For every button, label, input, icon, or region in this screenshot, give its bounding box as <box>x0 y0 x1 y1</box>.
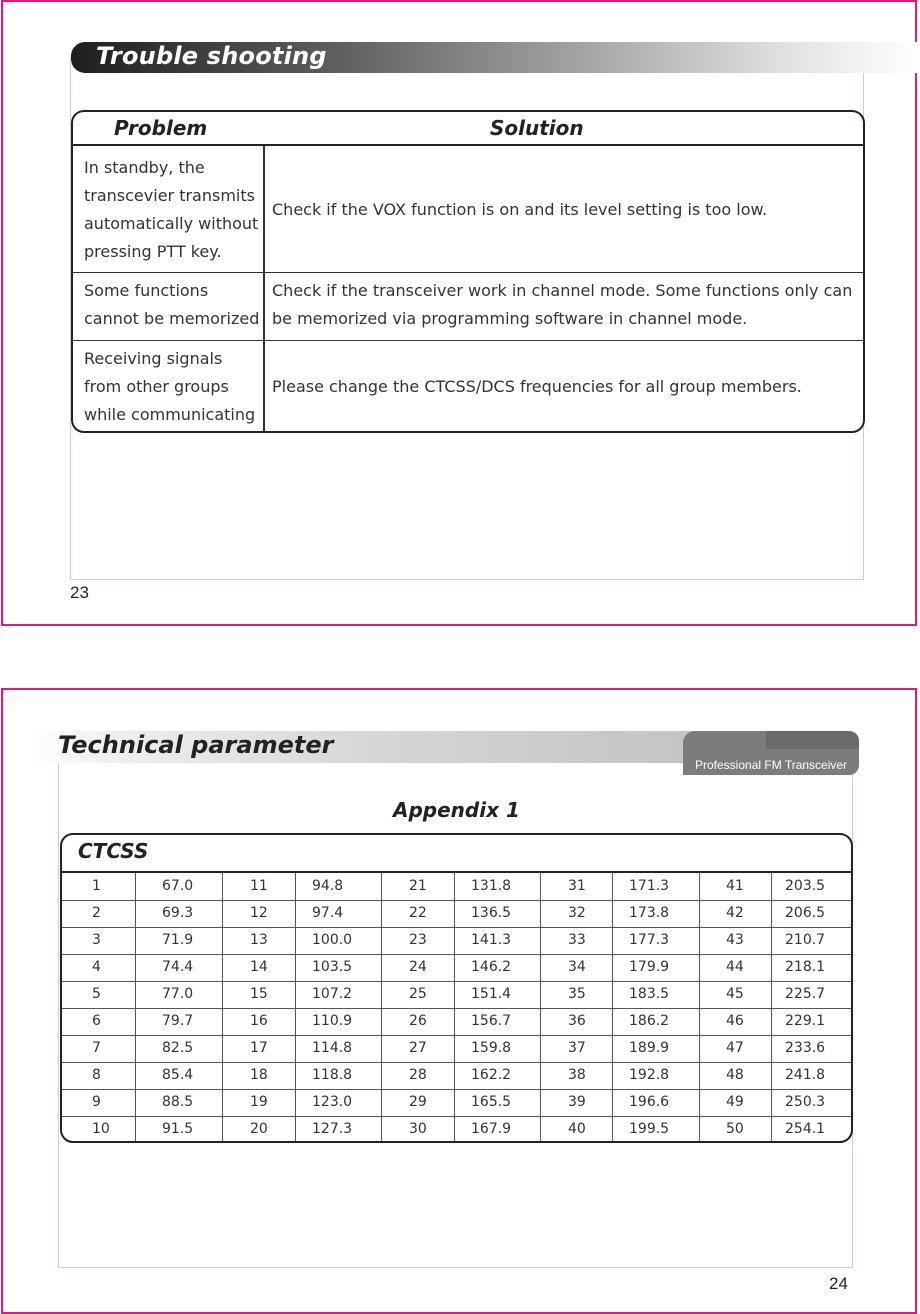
table-row <box>62 873 851 901</box>
tone-frequency: 151.4 <box>471 986 512 1002</box>
tone-number: 15 <box>250 986 268 1002</box>
tone-frequency: 171.3 <box>629 878 670 894</box>
tone-number: 19 <box>250 1094 268 1110</box>
tone-frequency: 79.7 <box>162 1013 194 1029</box>
tone-number: 18 <box>250 1067 268 1083</box>
table-row <box>73 273 863 341</box>
tone-number: 1 <box>92 878 101 894</box>
tone-frequency: 100.0 <box>312 932 353 948</box>
tone-frequency: 186.2 <box>629 1013 670 1029</box>
table-row <box>62 1089 851 1117</box>
table-header <box>73 112 863 146</box>
tone-number: 30 <box>409 1121 427 1137</box>
tone-frequency: 183.5 <box>629 986 670 1002</box>
tone-frequency: 85.4 <box>162 1067 194 1083</box>
tone-frequency: 241.8 <box>785 1067 826 1083</box>
tone-number: 50 <box>726 1121 744 1137</box>
tone-number: 24 <box>409 959 427 975</box>
tone-frequency: 167.9 <box>471 1121 512 1137</box>
page-24 <box>1 688 917 1314</box>
tone-number: 36 <box>568 1013 586 1029</box>
column-divider <box>454 873 455 1143</box>
table-row <box>73 146 863 273</box>
tone-number: 49 <box>726 1094 744 1110</box>
tone-number: 25 <box>409 986 427 1002</box>
tone-number: 2 <box>92 905 101 921</box>
tone-number: 42 <box>726 905 744 921</box>
column-divider <box>612 873 613 1143</box>
tone-frequency: 91.5 <box>162 1121 194 1137</box>
trouble-shooting-table <box>71 110 865 433</box>
page-number: 23 <box>70 583 89 602</box>
table-row <box>73 341 863 433</box>
problem-cell: Receiving signals from other groups while communicating <box>84 349 256 424</box>
tone-frequency: 233.6 <box>785 1040 826 1056</box>
appendix-title: Appendix 1 <box>393 798 520 822</box>
tone-frequency: 141.3 <box>471 932 512 948</box>
tone-frequency: 192.8 <box>629 1067 670 1083</box>
tone-frequency: 173.8 <box>629 905 670 921</box>
tone-number: 39 <box>568 1094 586 1110</box>
table-row <box>62 1035 851 1063</box>
table-row <box>62 1008 851 1036</box>
tone-frequency: 159.8 <box>471 1040 512 1056</box>
tone-frequency: 123.0 <box>312 1094 353 1110</box>
tone-number: 12 <box>250 905 268 921</box>
tone-frequency: 114.8 <box>312 1040 353 1056</box>
solution-column-header: Solution <box>490 116 584 140</box>
tone-number: 28 <box>409 1067 427 1083</box>
column-divider <box>135 873 136 1143</box>
tone-frequency: 69.3 <box>162 905 194 921</box>
tone-number: 4 <box>92 959 101 975</box>
tone-frequency: 94.8 <box>312 878 344 894</box>
column-divider <box>540 873 541 1143</box>
tone-number: 44 <box>726 959 744 975</box>
tone-number: 46 <box>726 1013 744 1029</box>
tone-frequency: 225.7 <box>785 986 826 1002</box>
tone-frequency: 254.1 <box>785 1121 826 1137</box>
tone-frequency: 206.5 <box>785 905 826 921</box>
tone-number: 3 <box>92 932 101 948</box>
tone-frequency: 127.3 <box>312 1121 353 1137</box>
table-row <box>62 981 851 1009</box>
table-row <box>62 900 851 928</box>
column-divider <box>771 873 772 1143</box>
tone-frequency: 88.5 <box>162 1094 194 1110</box>
tone-frequency: 165.5 <box>471 1094 512 1110</box>
tone-frequency: 218.1 <box>785 959 826 975</box>
table-row <box>62 1116 851 1143</box>
tone-number: 38 <box>568 1067 586 1083</box>
tone-frequency: 74.4 <box>162 959 194 975</box>
tone-number: 32 <box>568 905 586 921</box>
tone-frequency: 229.1 <box>785 1013 826 1029</box>
header-tab-accent <box>766 731 859 749</box>
tone-frequency: 156.7 <box>471 1013 512 1029</box>
tone-frequency: 82.5 <box>162 1040 194 1056</box>
tone-frequency: 203.5 <box>785 878 826 894</box>
tone-frequency: 97.4 <box>312 905 344 921</box>
tone-number: 7 <box>92 1040 101 1056</box>
tone-frequency: 179.9 <box>629 959 670 975</box>
tone-number: 45 <box>726 986 744 1002</box>
column-divider <box>699 873 700 1143</box>
tone-number: 29 <box>409 1094 427 1110</box>
page-number: 24 <box>829 1274 848 1293</box>
column-divider <box>381 873 382 1143</box>
tone-number: 27 <box>409 1040 427 1056</box>
ctcss-table <box>60 833 853 1143</box>
section-title: Trouble shooting <box>96 42 327 70</box>
tone-number: 10 <box>92 1121 110 1137</box>
tone-number: 23 <box>409 932 427 948</box>
tone-number: 5 <box>92 986 101 1002</box>
tone-frequency: 162.2 <box>471 1067 512 1083</box>
tone-number: 40 <box>568 1121 586 1137</box>
page-23 <box>1 0 917 626</box>
tone-frequency: 118.8 <box>312 1067 353 1083</box>
tone-frequency: 146.2 <box>471 959 512 975</box>
tone-number: 48 <box>726 1067 744 1083</box>
problem-cell: Some functions cannot be memorized <box>84 281 260 328</box>
tone-number: 13 <box>250 932 268 948</box>
tone-frequency: 177.3 <box>629 932 670 948</box>
tone-frequency: 77.0 <box>162 986 194 1002</box>
tone-number: 11 <box>250 878 268 894</box>
tone-number: 34 <box>568 959 586 975</box>
tone-frequency: 131.8 <box>471 878 512 894</box>
tone-frequency: 136.5 <box>471 905 512 921</box>
tone-frequency: 103.5 <box>312 959 353 975</box>
problem-cell: In standby, the transcevier transmits automatically without pressing PTT key. <box>84 158 259 261</box>
table-row <box>62 954 851 982</box>
tone-number: 41 <box>726 878 744 894</box>
tone-number: 22 <box>409 905 427 921</box>
column-divider <box>295 873 296 1143</box>
solution-cell: Check if the VOX function is on and its level setting is too low. <box>272 200 768 219</box>
tone-frequency: 107.2 <box>312 986 353 1002</box>
tone-number: 43 <box>726 932 744 948</box>
tone-number: 8 <box>92 1067 101 1083</box>
tone-number: 9 <box>92 1094 101 1110</box>
section-title: Technical parameter <box>58 731 334 759</box>
tone-frequency: 196.6 <box>629 1094 670 1110</box>
tone-number: 31 <box>568 878 586 894</box>
tone-frequency: 67.0 <box>162 878 194 894</box>
tone-number: 47 <box>726 1040 744 1056</box>
tone-number: 26 <box>409 1013 427 1029</box>
tone-number: 14 <box>250 959 268 975</box>
tone-number: 35 <box>568 986 586 1002</box>
solution-cell: Check if the transceiver work in channel mode. Some functions only can be memorized via programming software in channel mode. <box>272 281 853 328</box>
tone-number: 6 <box>92 1013 101 1029</box>
tone-frequency: 210.7 <box>785 932 826 948</box>
tone-number: 37 <box>568 1040 586 1056</box>
tone-number: 20 <box>250 1121 268 1137</box>
table-title: CTCSS <box>78 839 149 863</box>
table-row <box>62 927 851 955</box>
tone-frequency: 199.5 <box>629 1121 670 1137</box>
header-tab-label: Professional FM Transceiver <box>695 758 848 772</box>
table-row <box>62 1062 851 1090</box>
tone-frequency: 250.3 <box>785 1094 826 1110</box>
tone-number: 17 <box>250 1040 268 1056</box>
tone-frequency: 189.9 <box>629 1040 670 1056</box>
solution-cell: Please change the CTCSS/DCS frequencies for all group members. <box>272 377 802 396</box>
tone-frequency: 71.9 <box>162 932 194 948</box>
tone-frequency: 110.9 <box>312 1013 353 1029</box>
problem-column-header: Problem <box>114 116 208 140</box>
tone-number: 16 <box>250 1013 268 1029</box>
tone-number: 21 <box>409 878 427 894</box>
tone-number: 33 <box>568 932 586 948</box>
column-divider <box>222 873 223 1143</box>
